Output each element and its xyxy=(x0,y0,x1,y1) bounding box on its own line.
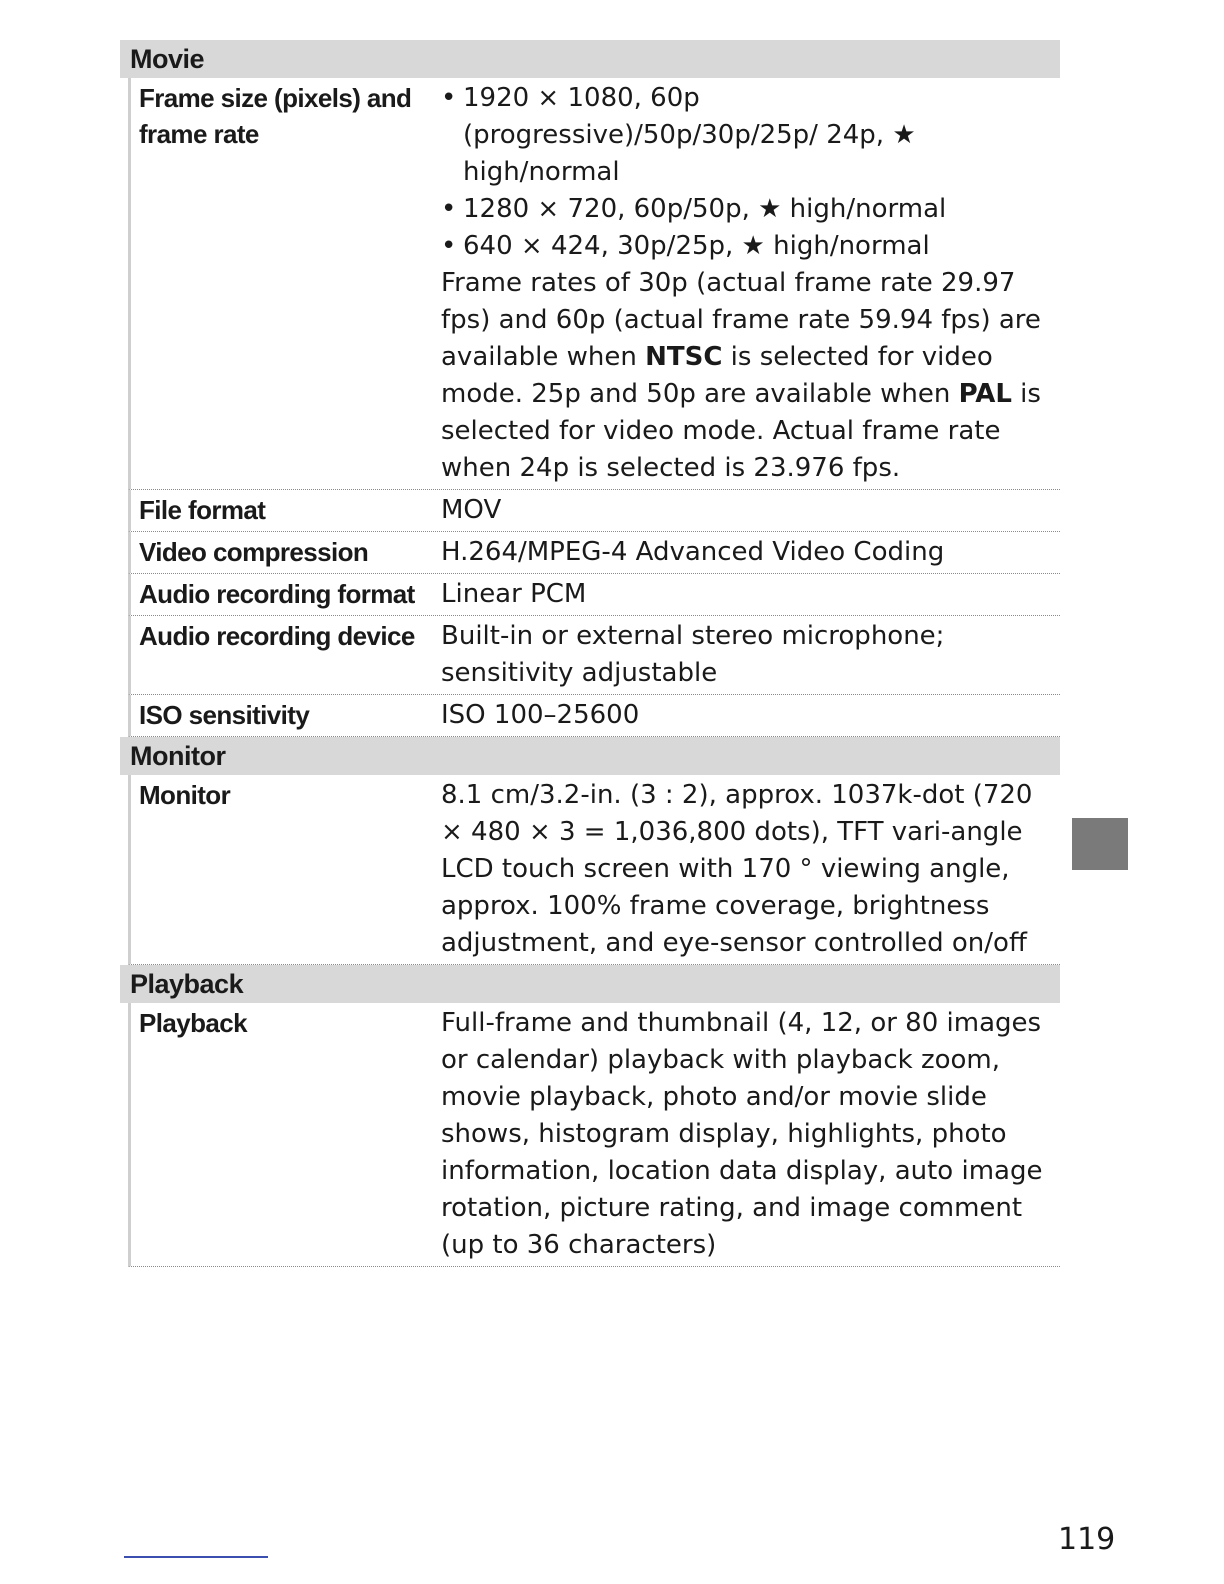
spec-label: File format xyxy=(139,495,266,525)
spec-row-video-compression xyxy=(128,532,1060,574)
spec-value xyxy=(441,78,1060,489)
spec-value: H.264/MPEG-4 Advanced Video Coding xyxy=(441,537,945,567)
spec-row-playback xyxy=(128,1003,1060,1267)
section-header-monitor: Monitor xyxy=(120,737,1060,775)
spec-row-frame-size xyxy=(128,78,1060,490)
spec-label: Frame size (pixels) and frame rate xyxy=(139,83,412,149)
spec-row-file-format xyxy=(128,490,1060,532)
spec-label: Video compression xyxy=(139,537,369,567)
spec-label: Audio recording device xyxy=(139,621,415,651)
spec-row-audio-format xyxy=(128,574,1060,616)
footer-rule xyxy=(124,1556,268,1558)
section-header-playback: Playback xyxy=(120,965,1060,1003)
frame-rate-note: Frame rates of 30p (actual frame rate 29.97 fps) and 60p (actual frame rate 59.94 fps) are available when NTSC is selected for video mode. 25p and 50p are available when PAL is selected for video mode. Actual frame rate when 24p is selected is 23.976 fps. xyxy=(441,268,1041,483)
spec-value: ISO 100–25600 xyxy=(441,700,640,730)
bullet-item: • 1920 × 1080, 60p (progressive)/50p/30p/25p/ 24p, ★ high/normal xyxy=(441,83,916,187)
section-header-movie: Movie xyxy=(120,40,1060,78)
spec-value: 8.1 cm/3.2-in. (3 : 2), approx. 1037k-dot (720 × 480 × 3 = 1,036,800 dots), TFT vari-angle LCD touch screen with 170 ° viewing angle, approx. 100% frame coverage, brightness adjustment, and eye-sensor controlled on/off xyxy=(441,780,1033,958)
bullet-item: • 1280 × 720, 60p/50p, ★ high/normal xyxy=(441,194,947,224)
chapter-tab-marker xyxy=(1072,818,1128,870)
spec-label: Monitor xyxy=(139,780,231,810)
spec-row-monitor xyxy=(128,775,1060,965)
spec-value: Full-frame and thumbnail (4, 12, or 80 images or calendar) playback with playback zoom, movie playback, photo and/or movie slide shows, histogram display, highlights, photo information, location data display, auto image rotation, picture rating, and image comment (up to 36 characters) xyxy=(441,1008,1043,1260)
page-number: 119 xyxy=(1058,1522,1116,1557)
spec-label: Audio recording format xyxy=(139,579,415,609)
spec-label: ISO sensitivity xyxy=(139,700,310,730)
spec-value: MOV xyxy=(441,495,502,525)
bullet-item: • 640 × 424, 30p/25p, ★ high/normal xyxy=(441,231,930,261)
spec-row-audio-device xyxy=(128,616,1060,695)
spec-row-iso xyxy=(128,695,1060,737)
spec-value: Built-in or external stereo microphone; sensitivity adjustable xyxy=(441,621,945,688)
spec-table xyxy=(120,40,1060,1267)
spec-label: Playback xyxy=(139,1008,247,1038)
spec-value: Linear PCM xyxy=(441,579,587,609)
